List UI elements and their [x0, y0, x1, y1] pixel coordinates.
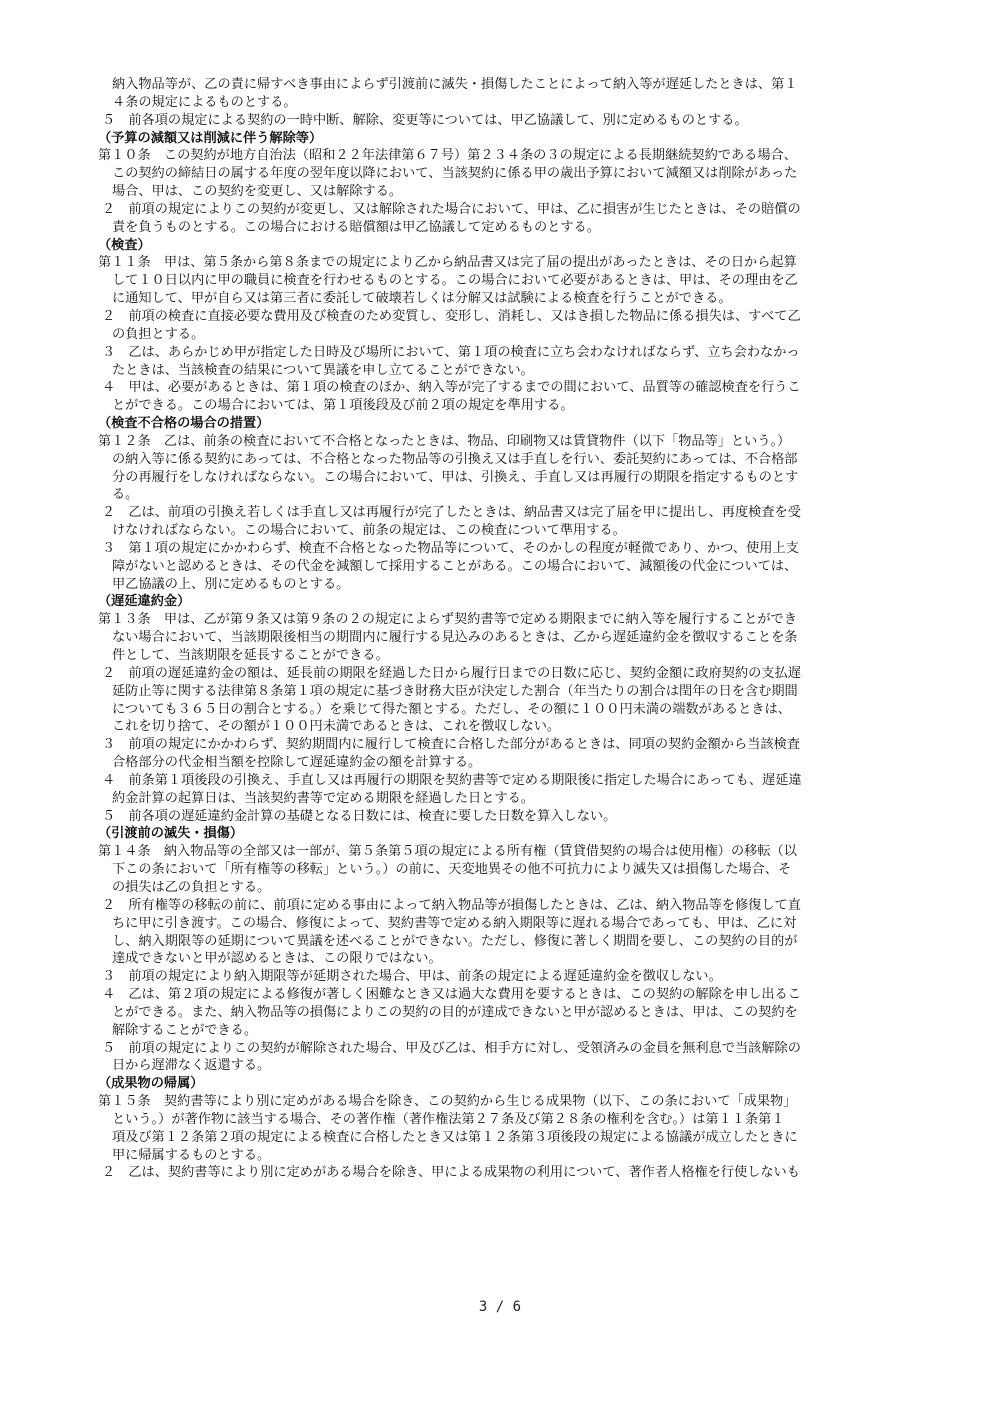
text-line: 甲に帰属するものとする。 [112, 1147, 271, 1163]
text-line: ２ 前項の検査に直接必要な費用及び検査のため変質し、変形し、消耗し、又はき損した物品に係る損失は、すべて乙 [102, 308, 801, 324]
text-line: 第１０条 この契約が地方自治法（昭和２２年法律第６７号）第２３４条の３の規定による長期継続契約である場合、 [98, 148, 797, 164]
text-line: ４ 乙は、第２項の規定による修復が著しく困難なとき又は過大な費用を要するときは、この契約の解除を申し出るこ [102, 987, 801, 1003]
text-line: ３ 第１項の規定にかかわらず、検査不合格となった物品等について、そのかしの程度が軽微であり、かつ、使用上支 [102, 540, 799, 556]
text-line: ２ 前項の規定によりこの契約が変更し、又は解除された場合において、甲は、乙に損害が生じたときは、その賠償の [102, 201, 801, 217]
text-line: けなければならない。この場合において、前条の規定は、この検査について準用する。 [112, 523, 626, 539]
text-line: ４ 甲は、必要があるときは、第１項の検査のほか、納入等が完了するまでの間において、品質等の確認検査を行うこ [102, 380, 801, 396]
text-line: 甲乙協議の上、別に定めるものとする。 [112, 576, 350, 592]
text-line: ちに甲に引き渡す。この場合、修復によって、契約書等で定める納入期限等に遅れる場合であっても、甲は、乙に対 [112, 915, 797, 931]
text-line: 項及び第１２条第２項の規定による検査に合格したとき又は第１２条第３項後段の規定による協議が成立したときに [112, 1129, 798, 1145]
section-heading: （検査） [98, 237, 151, 253]
text-line: の負担とする。 [112, 326, 205, 342]
text-line: 約金計算の起算日は、当該契約書等で定める期限を経過した日とする。 [112, 790, 534, 806]
text-line: 第１４条 納入物品等の全部又は一部が、第５条第５項の規定による所有権（賃貸借契約の場合は使用権）の移転（以 [98, 844, 797, 860]
text-line: 場合、甲は、この契約を変更し、又は解除する。 [112, 184, 403, 200]
text-line: 責を負うものとする。この場合における賠償額は甲乙協議して定めるものとする。 [112, 219, 600, 235]
text-line: の損失は乙の負担とする。 [112, 879, 271, 895]
text-line: る。 [112, 487, 139, 503]
text-line: ２ 所有権等の移転の前に、前項に定める事由によって納入物品等が損傷したときは、乙は、納入物品等を修復して直 [102, 897, 801, 913]
section-heading: （予算の減額又は削減に伴う解除等） [98, 130, 323, 146]
text-line: 第１５条 契約書等により別に定めがある場合を除き、この契約から生じる成果物（以下、この条において「成果物」 [98, 1094, 797, 1110]
text-line: 合格部分の代金相当額を控除して遅延違約金の額を計算する。 [112, 755, 482, 771]
text-line: 納入物品等が、乙の責に帰すべき事由によらず引渡前に滅失・損傷したことによって納入等が遅延したときは、第１ [112, 77, 798, 92]
text-line: 第１３条 甲は、乙が第９条又は第９条の２の規定によらず契約書等で定める期限までに納入等を履行することができ [98, 612, 797, 628]
text-line: とができる。この場合においては、第１項後段及び前２項の規定を準用する。 [112, 398, 574, 414]
text-line: して１０日以内に甲の職員に検査を行わせるものとする。この場合において必要があるときは、甲は、その理由を乙 [112, 273, 798, 289]
text-line: ない場合において、当該期限後相当の期間内に履行する見込みのあるときは、乙から遅延違約金を徴収することを条 [112, 630, 798, 646]
text-line: とができる。また、納入物品等の損傷によりこの契約の目的が達成できないと甲が認めるときは、甲は、この契約を [112, 1004, 798, 1020]
text-line: これを切り捨て、その額が１００円未満であるときは、これを徴収しない。 [112, 719, 561, 735]
page-number: 3 / 6 [478, 1299, 522, 1315]
text-line: 第１２条 乙は、前条の検査において不合格となったときは、物品、印刷物又は賃貸物件（以下「物品等」という。） [98, 433, 791, 449]
text-line: たときは、当該検査の結果について異議を申し立てることができない。 [112, 362, 534, 378]
section-heading: （引渡前の滅失・損傷） [98, 826, 244, 842]
text-line: ２ 乙は、契約書等により別に定めがある場合を除き、甲による成果物の利用について、著作者人格権を行使しないも [102, 1165, 800, 1181]
section-heading: （遅延違約金） [98, 594, 191, 610]
text-line: ３ 前項の規定により納入期限等が延期された場合、甲は、前条の規定による遅延違約金を徴収しない。 [102, 969, 722, 985]
text-line: ３ 前項の規定にかかわらず、契約期間内に履行して検査に合格した部分があるときは、同項の契約金額から当該検査 [102, 737, 800, 753]
section-heading: （成果物の帰属） [98, 1076, 204, 1092]
text-line: 下この条において「所有権等の移転」という。）の前に、天変地異その他不可抗力により滅失又は損傷した場合、そ [112, 862, 792, 878]
text-line: の納入等に係る契約にあっては、不合格となった物品等の引換え又は手直しを行い、委託契約にあっては、不合格部 [112, 451, 798, 467]
text-line: ３ 乙は、あらかじめ甲が指定した日時及び場所において、第１項の検査に立ち会わなければならず、立ち会わなかっ [102, 344, 800, 360]
text-line: 障がないと認めるときは、その代金を減額して採用することがある。この場合において、減額後の代金については、 [112, 558, 798, 574]
text-line: に通知して、甲が自ら又は第三者に委託して破壊若しくは分解又は試験による検査を行うことができる。 [112, 291, 732, 307]
text-line: ５ 前項の規定によりこの契約が解除された場合、甲及び乙は、相手方に対し、受領済みの金員を無利息で当該解除の [102, 1040, 801, 1056]
text-line: 延防止等に関する法律第８条第１項の規定に基づき財務大臣が決定した割合（年当たりの割合は閏年の日を含む期間 [112, 683, 798, 699]
section-heading: （検査不合格の場合の措置） [98, 416, 270, 432]
text-line: し、納入期限等の延期について異議を述べることができない。ただし、修復に著しく期間を要し、この契約の目的が [112, 933, 798, 949]
text-line: 分の再履行をしなければならない。この場合において、甲は、引換え、手直し又は再履行の期限を指定するものとす [112, 469, 799, 485]
text-line: 第１１条 甲は、第５条から第８条までの規定により乙から納品書又は完了届の提出があったときは、その日から起算 [98, 255, 797, 271]
text-line: ５ 前各項の規定による契約の一時中断、解除、変更等については、甲乙協議して、別に定めるものとする。 [102, 112, 748, 128]
text-line: という。）が著作物に該当する場合、その著作権（著作権法第２７条及び第２８条の権利を含む。）は第１１条第１ [112, 1111, 785, 1127]
text-line: ２ 乙は、前項の引換え若しくは手直し又は再履行が完了したときは、納品書又は完了届を甲に提出し、再度検査を受 [102, 505, 801, 521]
text-line: ２ 前項の遅延違約金の額は、延長前の期限を経過した日から履行日までの日数に応じ、契約金額に政府契約の支払遅 [102, 665, 801, 681]
text-line: この契約の締結日の属する年度の翌年度以降において、当該契約に係る甲の歳出予算において減額又は削除があった [112, 166, 798, 182]
text-line: ５ 前各項の遅延違約金計算の基礎となる日数には、検査に要した日数を算入しない。 [102, 808, 617, 824]
text-line: 解除することができる。 [112, 1022, 258, 1038]
text-line: 達成できないと甲が認めるときは、この限りではない。 [112, 951, 442, 967]
text-line: 日から遅滞なく返還する。 [112, 1058, 271, 1074]
text-line: 件として、当該期限を延長することができる。 [112, 648, 389, 663]
text-line: ４条の規定によるものとする。 [112, 94, 297, 110]
text-line: についても３６５日の割合とする。）を乗じて得た額とする。ただし、その額に１００円未満の端数があるときは、 [112, 701, 791, 717]
document-body [98, 76, 910, 1182]
text-line: ４ 前条第１項後段の引換え、手直し又は再履行の期限を契約書等で定める期限後に指定した場合にあっても、遅延違 [102, 772, 802, 788]
